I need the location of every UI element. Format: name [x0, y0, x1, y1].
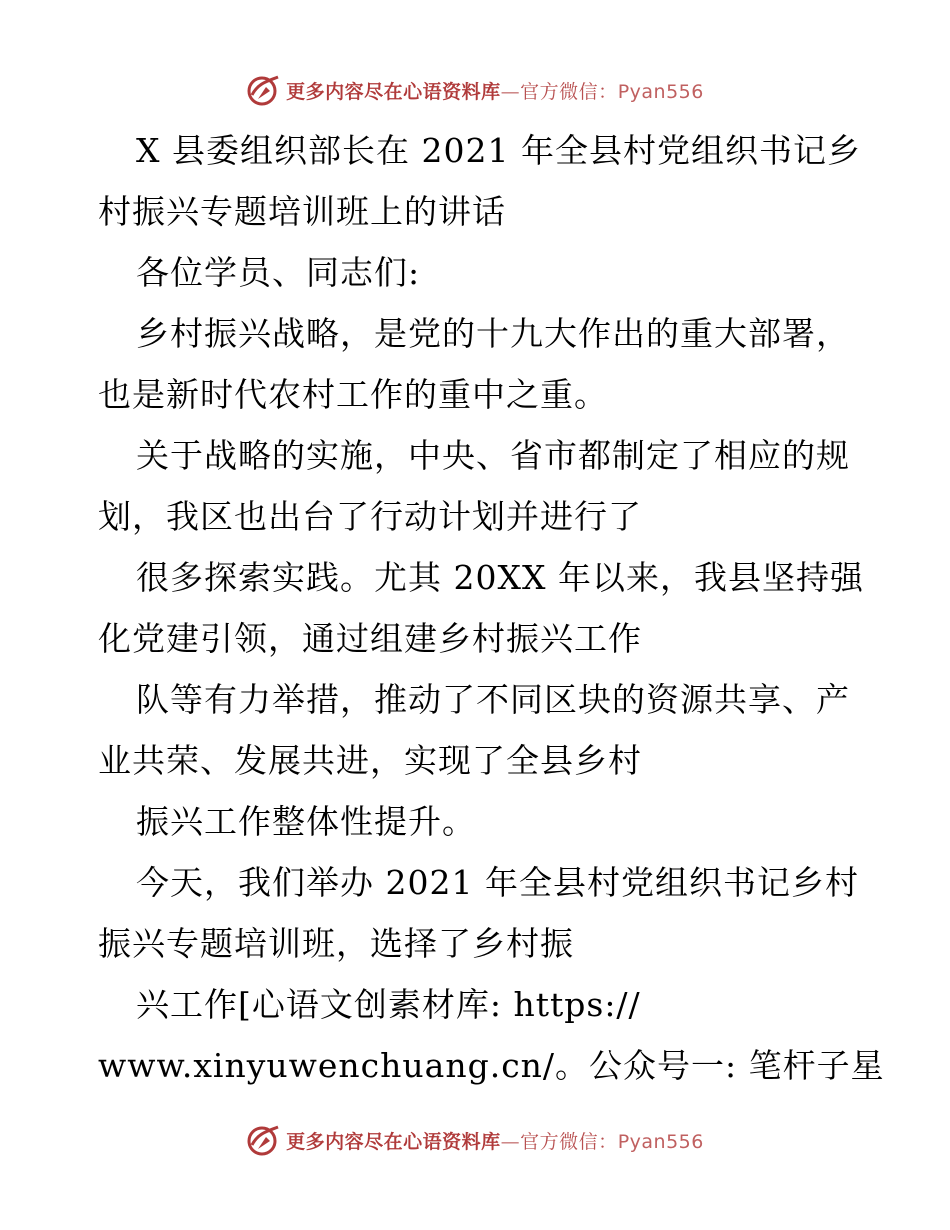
- paragraph-line: 振兴专题培训班，选择了乡村振: [98, 924, 574, 963]
- paragraph-line: 划，我区也出台了行动计划并进行了: [98, 497, 642, 536]
- watermark-banner-bottom: [0, 1120, 950, 1160]
- salutation: 各位学员、同志们:: [136, 253, 421, 292]
- paragraph-line: 今天，我们举办 2021 年全县村党组织书记乡村: [136, 863, 859, 902]
- title-line-1: X 县委组织部长在 2021 年全县村党组织书记乡: [136, 131, 861, 170]
- paragraph-line: 很多探索实践。尤其 20XX 年以来，我县坚持强: [136, 558, 864, 597]
- watermark-banner-top: [0, 70, 950, 110]
- paragraph-line: www.xinyuwenchuang.cn/。公众号一: 笔杆子星: [98, 1046, 885, 1085]
- paragraph-line: 关于战略的实施，中央、省市都制定了相应的规: [136, 436, 850, 475]
- paragraph-line: 队等有力举措，推动了不同区块的资源共享、产: [136, 680, 850, 719]
- document-body: [98, 120, 885, 1096]
- paragraph-line: 化党建引领，通过组建乡村振兴工作: [98, 619, 642, 658]
- paragraph-line: 业共荣、发展共进，实现了全县乡村: [98, 741, 642, 780]
- paragraph-line: 也是新时代农村工作的重中之重。: [98, 375, 608, 414]
- logo-icon: [246, 1123, 282, 1157]
- title-line-2: 村振兴专题培训班上的讲话: [98, 192, 506, 231]
- paragraph-line: 振兴工作整体性提升。: [136, 802, 476, 841]
- logo-icon: [246, 73, 282, 107]
- watermark-text: 更多内容尽在心语资料库—官方微信：Pyan556: [286, 1130, 704, 1153]
- paragraph-line: 乡村振兴战略，是党的十九大作出的重大部署，: [136, 314, 850, 353]
- paragraph-line: 兴工作[心语文创素材库: https://: [136, 985, 641, 1024]
- watermark-text: 更多内容尽在心语资料库—官方微信：Pyan556: [286, 80, 704, 103]
